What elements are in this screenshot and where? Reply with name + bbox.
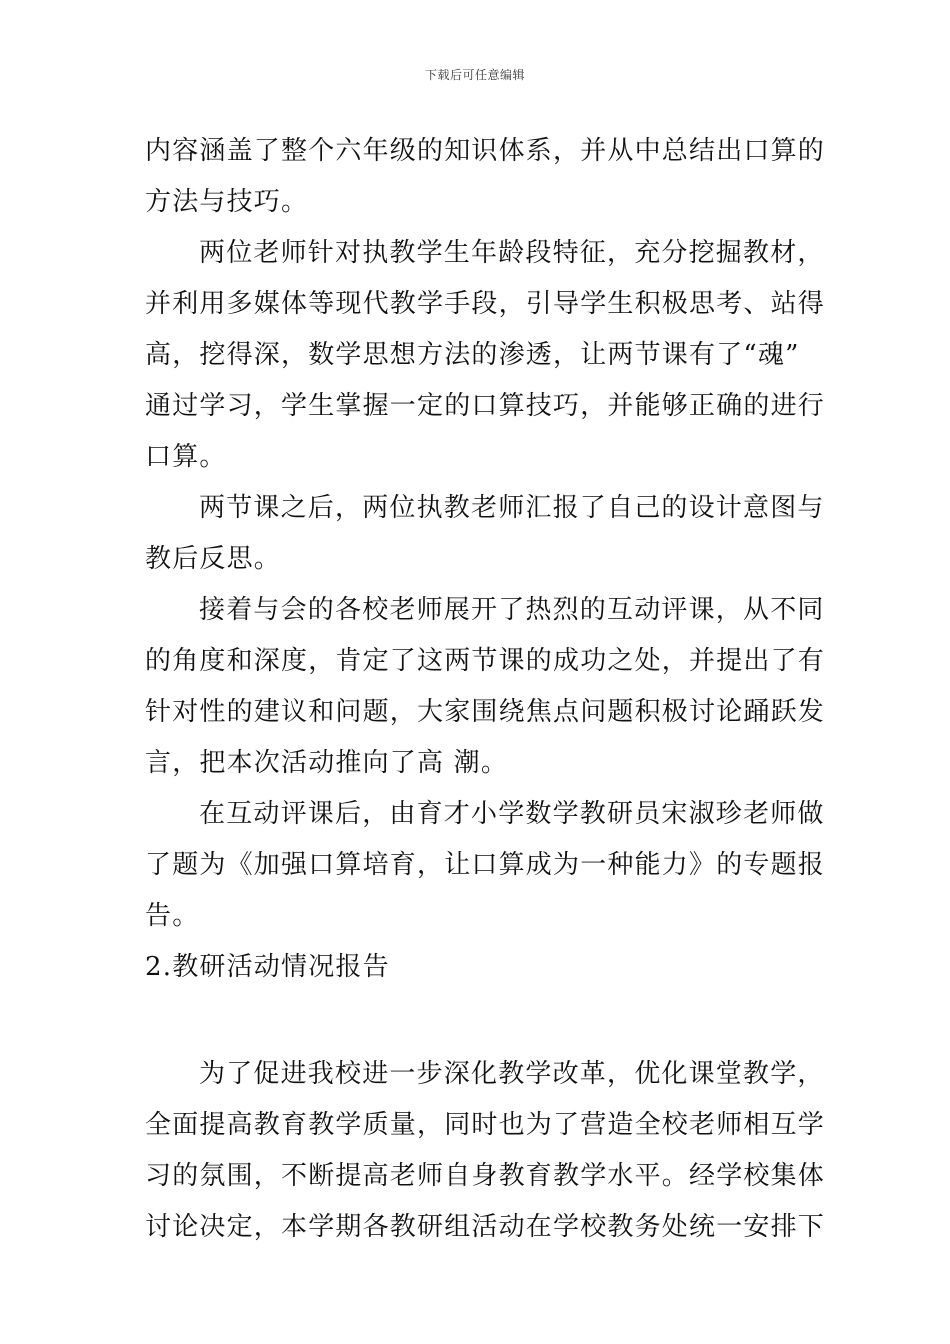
paragraph-line: 为了促进我校进一步深化教学改革，优化课堂教学， — [199, 1059, 825, 1089]
paragraph-line: 全面提高教育教学质量，同时也为了营造全校老师相互学 — [145, 1110, 826, 1140]
paragraph-line: 言，把本次活动推向了高 潮。 — [145, 748, 509, 778]
paragraph-line: 在互动评课后，由育才小学数学教研员宋淑珍老师做 — [199, 799, 825, 829]
paragraph-line: 方法与技巧。 — [145, 187, 309, 217]
paragraph-line: 习的氛围，不断提高老师自身教育教学水平。经学校集体 — [145, 1161, 826, 1191]
paragraph-line: 两节课之后，两位执教老师汇报了自己的设计意图与 — [199, 493, 825, 523]
paragraph-line: 内容涵盖了整个六年级的知识体系，并从中总结出口算的 — [145, 136, 826, 166]
paragraph-line: 两位老师针对执教学生年龄段特征，充分挖掘教材， — [199, 238, 825, 268]
paragraph-line: 通过学习，学生掌握一定的口算技巧，并能够正确的进行 — [145, 391, 826, 421]
paragraph-line: 口算。 — [145, 442, 227, 472]
section-spacer — [145, 993, 807, 1049]
paragraph-line: 告。 — [145, 901, 200, 931]
paragraph-line: 了题为《加强口算培育，让口算成为一种能力》的专题报 — [145, 850, 826, 880]
document-body — [145, 126, 826, 1253]
section-heading: 2.教研活动情况报告 — [145, 952, 390, 982]
paragraph-line: 并利用多媒体等现代教学手段，引导学生积极思考、站得 — [145, 289, 826, 319]
paragraph-line: 讨论决定，本学期各教研组活动在学校教务处统一安排下 — [145, 1212, 826, 1242]
paragraph-line: 教后反思。 — [145, 544, 282, 574]
paragraph-line: 接着与会的各校老师展开了热烈的互动评课，从不同 — [199, 595, 825, 625]
page-header-note: 下载后可任意编辑 — [424, 68, 525, 82]
paragraph-line: 针对性的建议和问题，大家围绕焦点问题积极讨论踊跃发 — [145, 697, 826, 727]
paragraph-line: 的角度和深度，肯定了这两节课的成功之处，并提出了有 — [145, 646, 826, 676]
paragraph-line: 高，挖得深，数学思想方法的渗透，让两节课有了“魂” — [145, 340, 800, 370]
